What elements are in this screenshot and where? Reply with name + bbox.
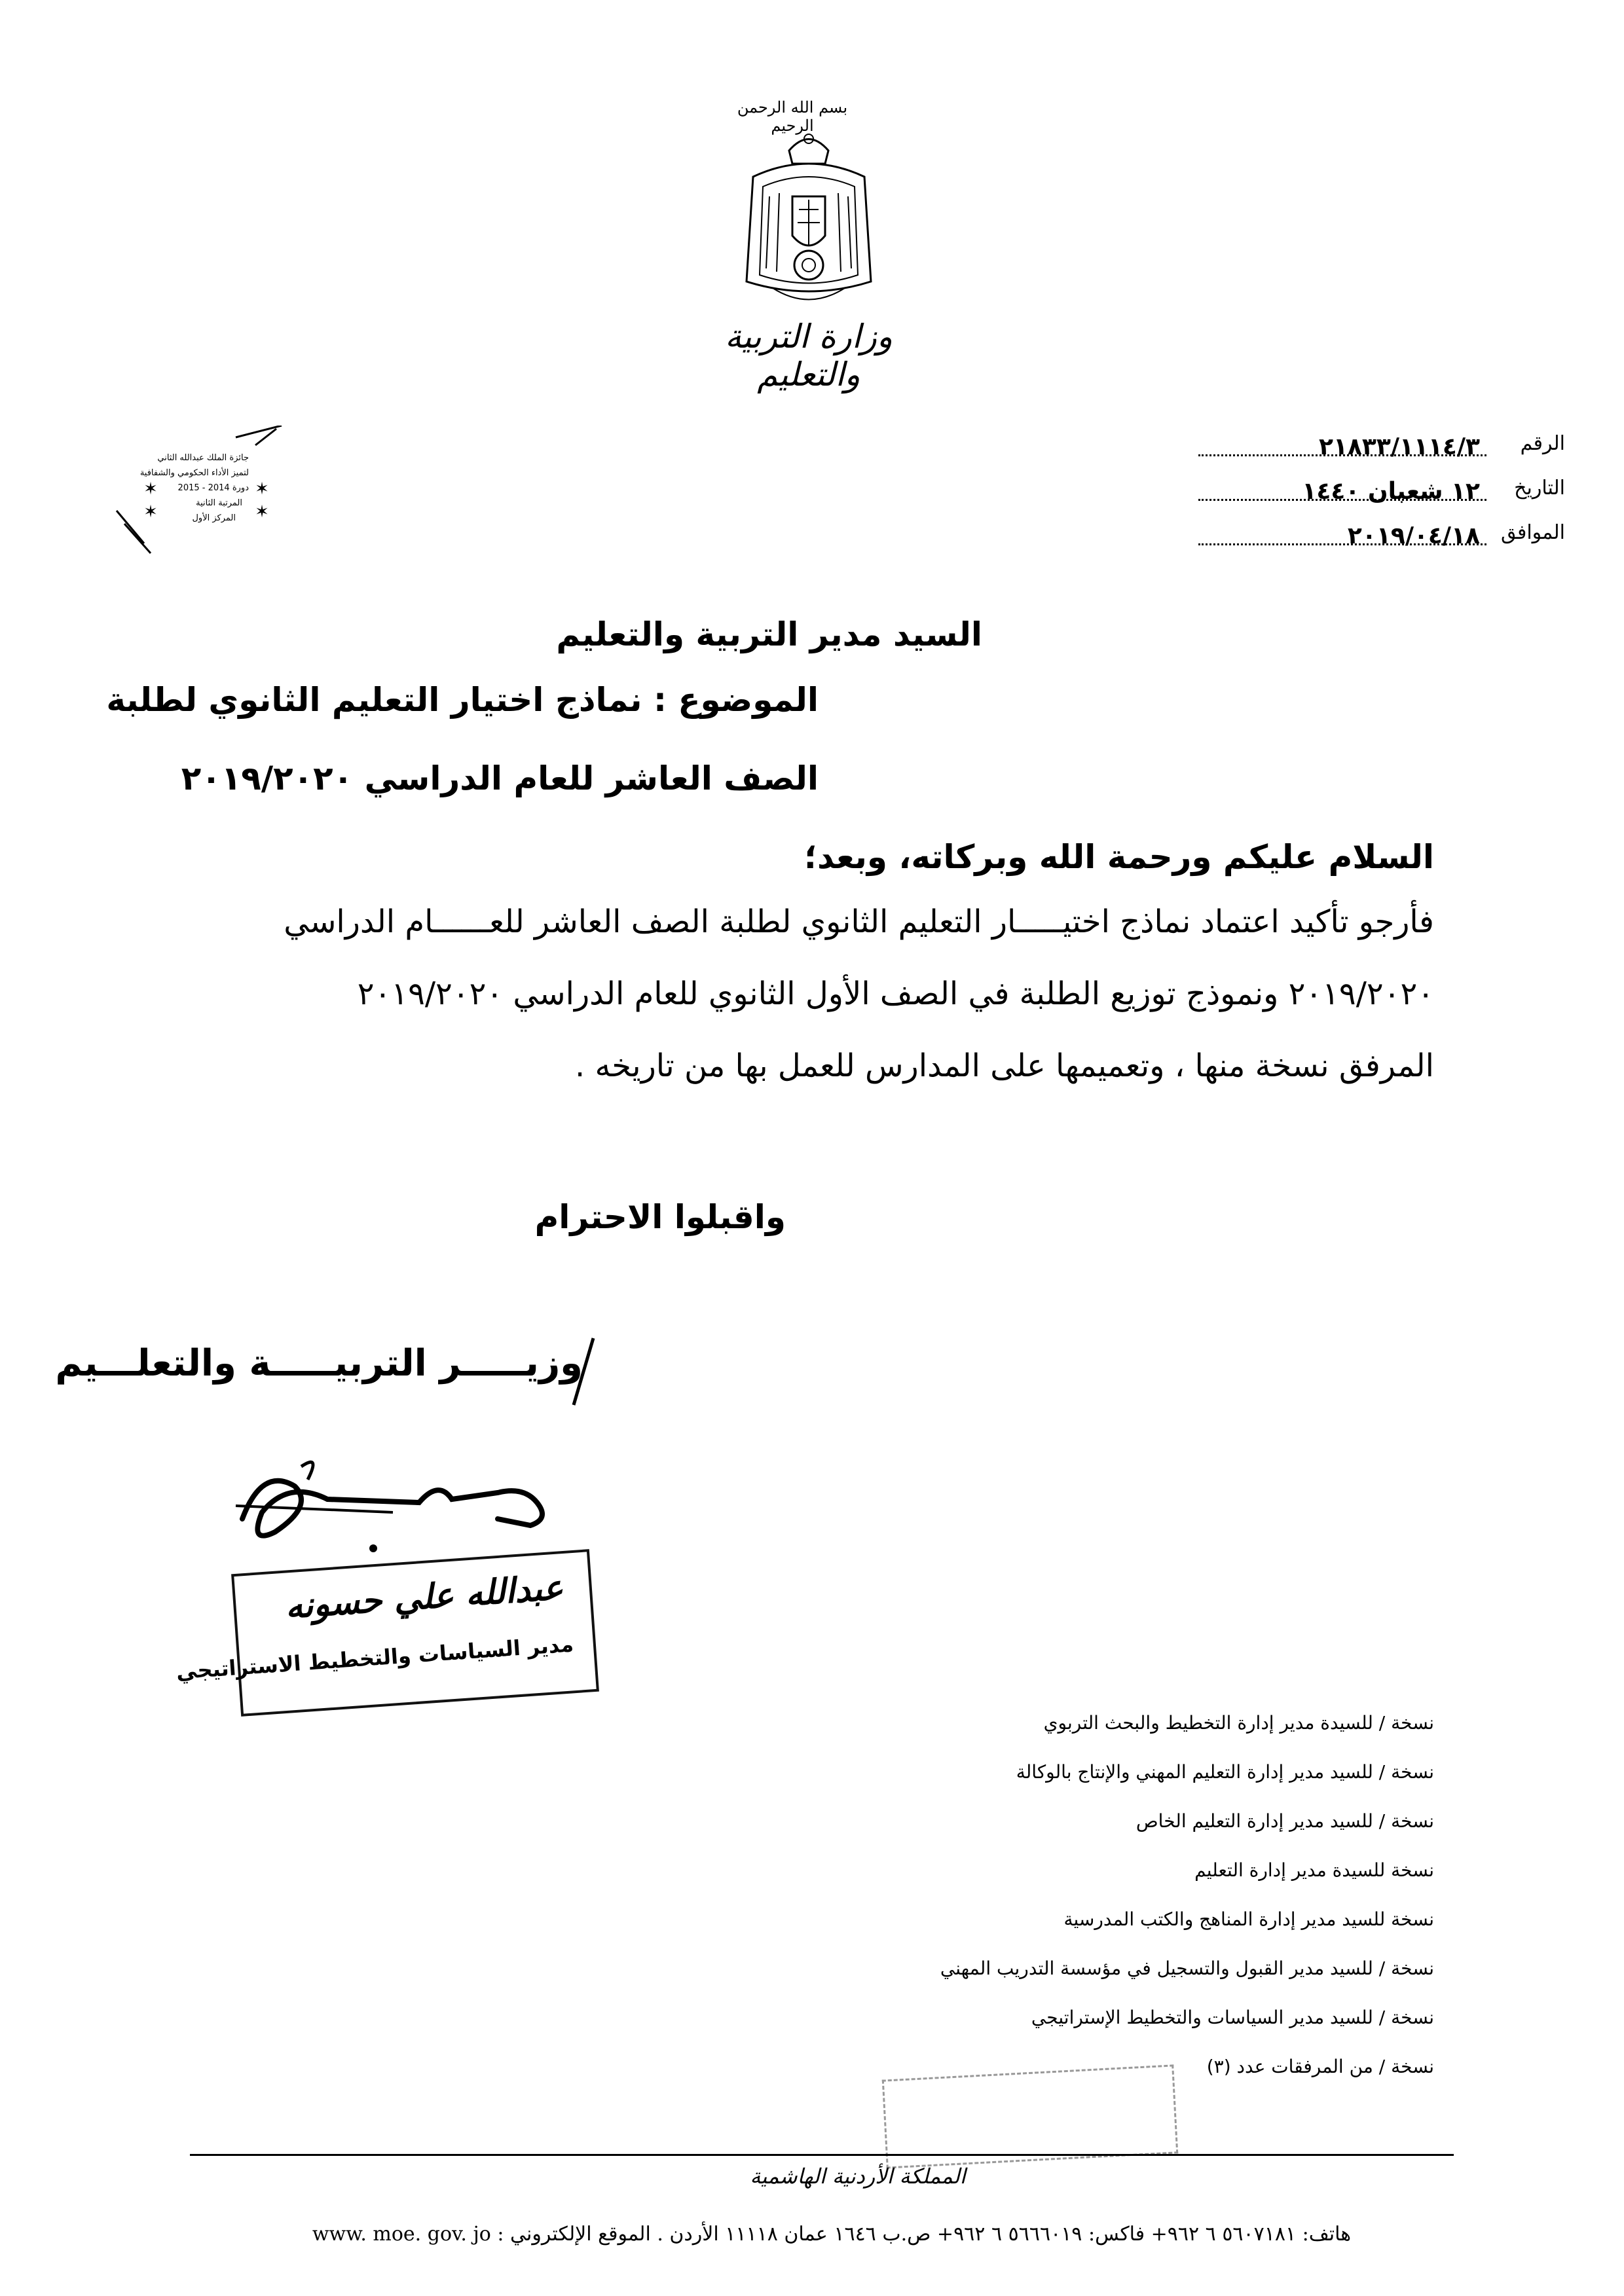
reference-number-value: ٢١٨٣٣/١١١٤/٣ bbox=[1318, 433, 1480, 460]
copy-line: نسخة / للسيد مدير القبول والتسجيل في مؤسسة التدريب المهني bbox=[940, 1958, 1434, 1979]
copy-line: نسخة / من المرفقات عدد (٣) bbox=[1206, 2056, 1434, 2077]
signatory-title: وزيـــــر التربيـــــة والتعلـــيم bbox=[55, 1342, 583, 1385]
coat-of-arms-icon bbox=[733, 124, 884, 321]
reference-number-row bbox=[1198, 426, 1565, 465]
copy-line: نسخة للسيدة مدير إدارة التعليم bbox=[1194, 1859, 1434, 1881]
ministry-name-logo: وزارة التربية والتعليم bbox=[724, 318, 893, 393]
award-badge bbox=[105, 426, 288, 563]
name-stamp bbox=[175, 1549, 599, 1717]
award-frame-icon bbox=[105, 426, 288, 563]
reference-date-value: ١٢ شعبان ١٤٤٠ bbox=[1302, 478, 1480, 505]
footer-contact: هاتف: ٥٦٠٧١٨١ ٦ ٩٦٢+ فاكس: ٥٦٦٦٠١٩ ٦ ٩٦٢+ ص.ب ١٦٤٦ عمان ١١١١٨ الأردن . الموقع الإلكتروني : www. moe. gov. jo bbox=[312, 2223, 1352, 2246]
reference-corresponding-row bbox=[1198, 515, 1565, 554]
award-line: لتميز الأداء الحكومي والشفافية bbox=[139, 468, 249, 478]
reference-date-row bbox=[1198, 470, 1565, 509]
stamp-title: مدير السياسات والتخطيط الاستراتيجي bbox=[175, 1631, 575, 1685]
award-line: دورة 2014 - 2015 bbox=[177, 483, 249, 493]
reference-corresponding-label: الموافق bbox=[1500, 521, 1565, 544]
svg-text:✶: ✶ bbox=[255, 479, 269, 499]
award-line: المرتبة الثانية bbox=[196, 498, 242, 508]
stamp-name: عبدالله علي حسونه bbox=[284, 1568, 564, 1627]
award-line: جائزة الملك عبدالله الثاني bbox=[157, 453, 249, 463]
copy-line: نسخة / للسيد مدير إدارة التعليم المهني والإنتاج بالوكالة bbox=[1016, 1761, 1434, 1783]
svg-text:✶: ✶ bbox=[143, 479, 158, 499]
paragraph-line: فأرجو تأكيد اعتماد نماذج اختيـــــار التعليم الثانوي لطلبة الصف العاشر للعــــــام الدراسي bbox=[284, 903, 1434, 940]
paragraph-line: المرفق نسخة منها ، وتعميمها على المدارس للعمل بها من تاريخه . bbox=[575, 1048, 1434, 1084]
closing: واقبلوا الاحترام bbox=[534, 1198, 786, 1236]
svg-text:✶: ✶ bbox=[255, 502, 269, 522]
footer-divider bbox=[190, 2154, 1454, 2156]
addressee: السيد مدير التربية والتعليم bbox=[556, 615, 982, 653]
subject-line-1: الموضوع : نماذج اختيار التعليم الثانوي لطلبة bbox=[106, 681, 819, 719]
handwritten-signature-icon bbox=[223, 1440, 563, 1571]
reference-date-label: التاريخ bbox=[1514, 477, 1565, 500]
reference-corresponding-value: ٢٠١٩/٠٤/١٨ bbox=[1347, 522, 1480, 549]
copy-line: نسخة للسيد مدير إدارة المناهج والكتب المدرسية bbox=[1063, 1908, 1434, 1930]
svg-text:✶: ✶ bbox=[143, 502, 158, 522]
reference-number-label: الرقم bbox=[1520, 432, 1565, 455]
award-line: المركز الأول bbox=[192, 513, 236, 523]
greeting: السلام عليكم ورحمة الله وبركاته، وبعد؛ bbox=[804, 838, 1434, 876]
slash-mark-icon bbox=[570, 1336, 596, 1408]
footer-country: المملكة الأردنية الهاشمية bbox=[750, 2164, 966, 2189]
subject-line-2: الصف العاشر للعام الدراسي ٢٠١٩/٢٠٢٠ bbox=[181, 759, 819, 797]
basmala: بسم الله الرحمن الرحيم bbox=[737, 98, 848, 135]
paragraph-line: ٢٠١٩/٢٠٢٠ ونموذج توزيع الطلبة في الصف الأول الثانوي للعام الدراسي ٢٠١٩/٢٠٢٠ bbox=[357, 975, 1434, 1012]
copy-line: نسخة / للسيد مدير السياسات والتخطيط الإستراتيجي bbox=[1031, 2007, 1434, 2028]
copy-line: نسخة / للسيدة مدير إدارة التخطيط والبحث التربوي bbox=[1043, 1712, 1434, 1734]
received-stamp-icon bbox=[882, 2064, 1179, 2168]
copy-line: نسخة / للسيد مدير إدارة التعليم الخاص bbox=[1135, 1810, 1434, 1832]
